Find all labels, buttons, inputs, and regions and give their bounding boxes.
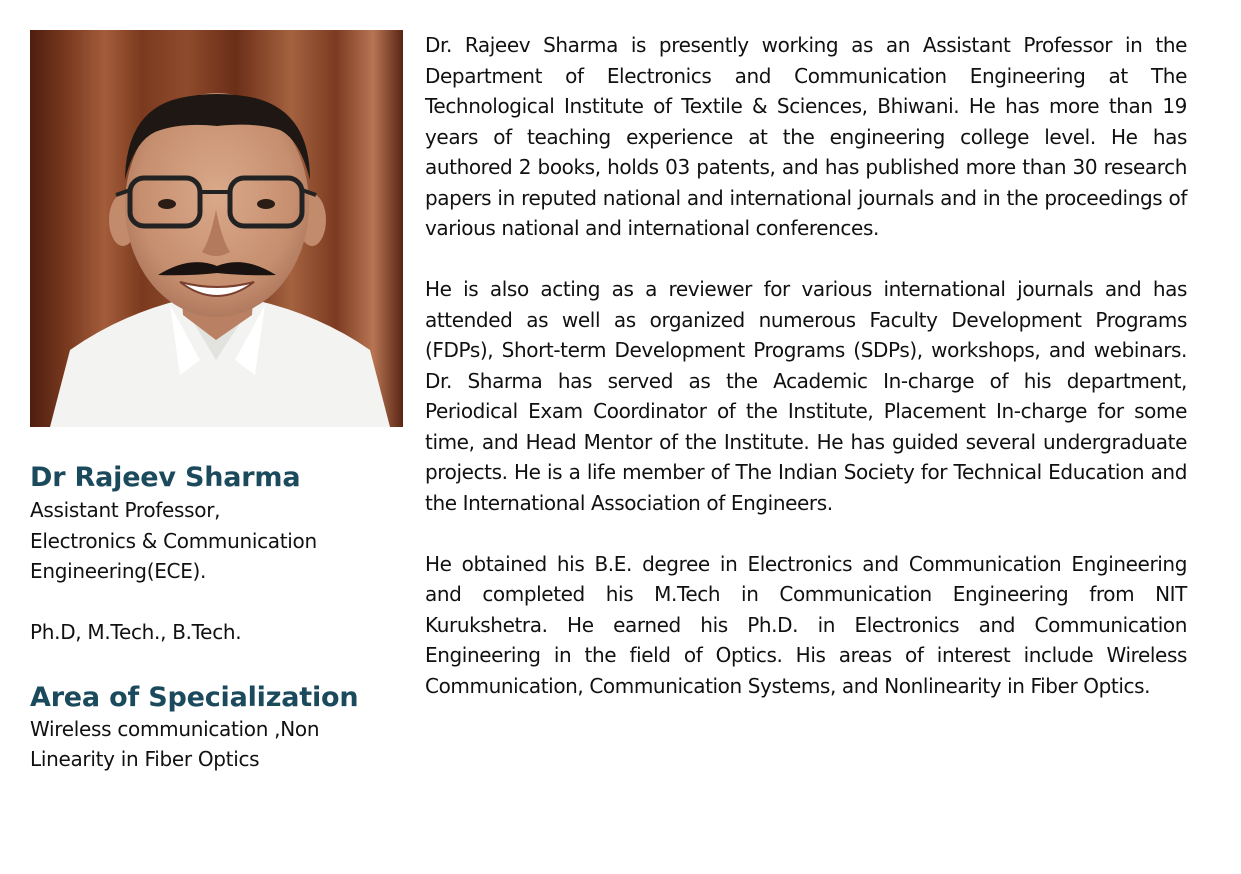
- portrait-illustration: [30, 30, 403, 427]
- specialization-heading: Area of Specialization: [30, 681, 359, 713]
- department-abbrev-line: Engineering(ECE).: [30, 559, 207, 583]
- profile-photo: [30, 30, 403, 427]
- bio-paragraph-2: He is also acting as a reviewer for various international journals and has attended as well as organized numerous Faculty Development Programs (FDPs), Short-term Development Programs (SDPs), workshops, and webinars. Dr. Sharma has served as the Academic In-charge of his department, Periodical Exam Coordinator of the Institute, Placement In-charge for some time, and Head Mentor of the Institute. He has guided several undergraduate projects. He is a life member of The Indian Society for Technical Education and the International Association of Engineers.: [425, 277, 1187, 515]
- specialization-line: Linearity in Fiber Optics: [30, 747, 260, 771]
- specialization-line: Wireless communication ,Non: [30, 716, 320, 741]
- bio-paragraph-3: He obtained his B.E. degree in Electronics and Communication Engineering and completed his M.Tech in Communication Engineering from NIT Kurukshetra. He earned his Ph.D. in Electronics and Communication Engineering in the field of Optics. His areas of interest include Wireless Communication, Communication Systems, and Nonlinearity in Fiber Optics.: [425, 551, 1187, 698]
- spacer: [30, 587, 403, 618]
- department-line: Electronics & Communication: [30, 528, 317, 553]
- profile-column: [30, 30, 403, 775]
- profile-name: Dr Rajeev Sharma: [30, 462, 301, 493]
- biography-column: [425, 30, 1187, 732]
- qualifications: Ph.D, M.Tech., B.Tech.: [30, 620, 242, 644]
- bio-paragraph-1: Dr. Rajeev Sharma is presently working as an Assistant Professor in the Department of Electronics and Communication Engineering at The Technological Institute of Textile & Sciences, Bhiwani. He has more than 19 years of teaching experience at the engineering college level. He has authored 2 books, holds 03 patents, and has published more than 30 research papers in reputed national and international journals and in the proceedings of various national and international conferences.: [425, 33, 1187, 240]
- designation-line: Assistant Professor,: [30, 498, 221, 522]
